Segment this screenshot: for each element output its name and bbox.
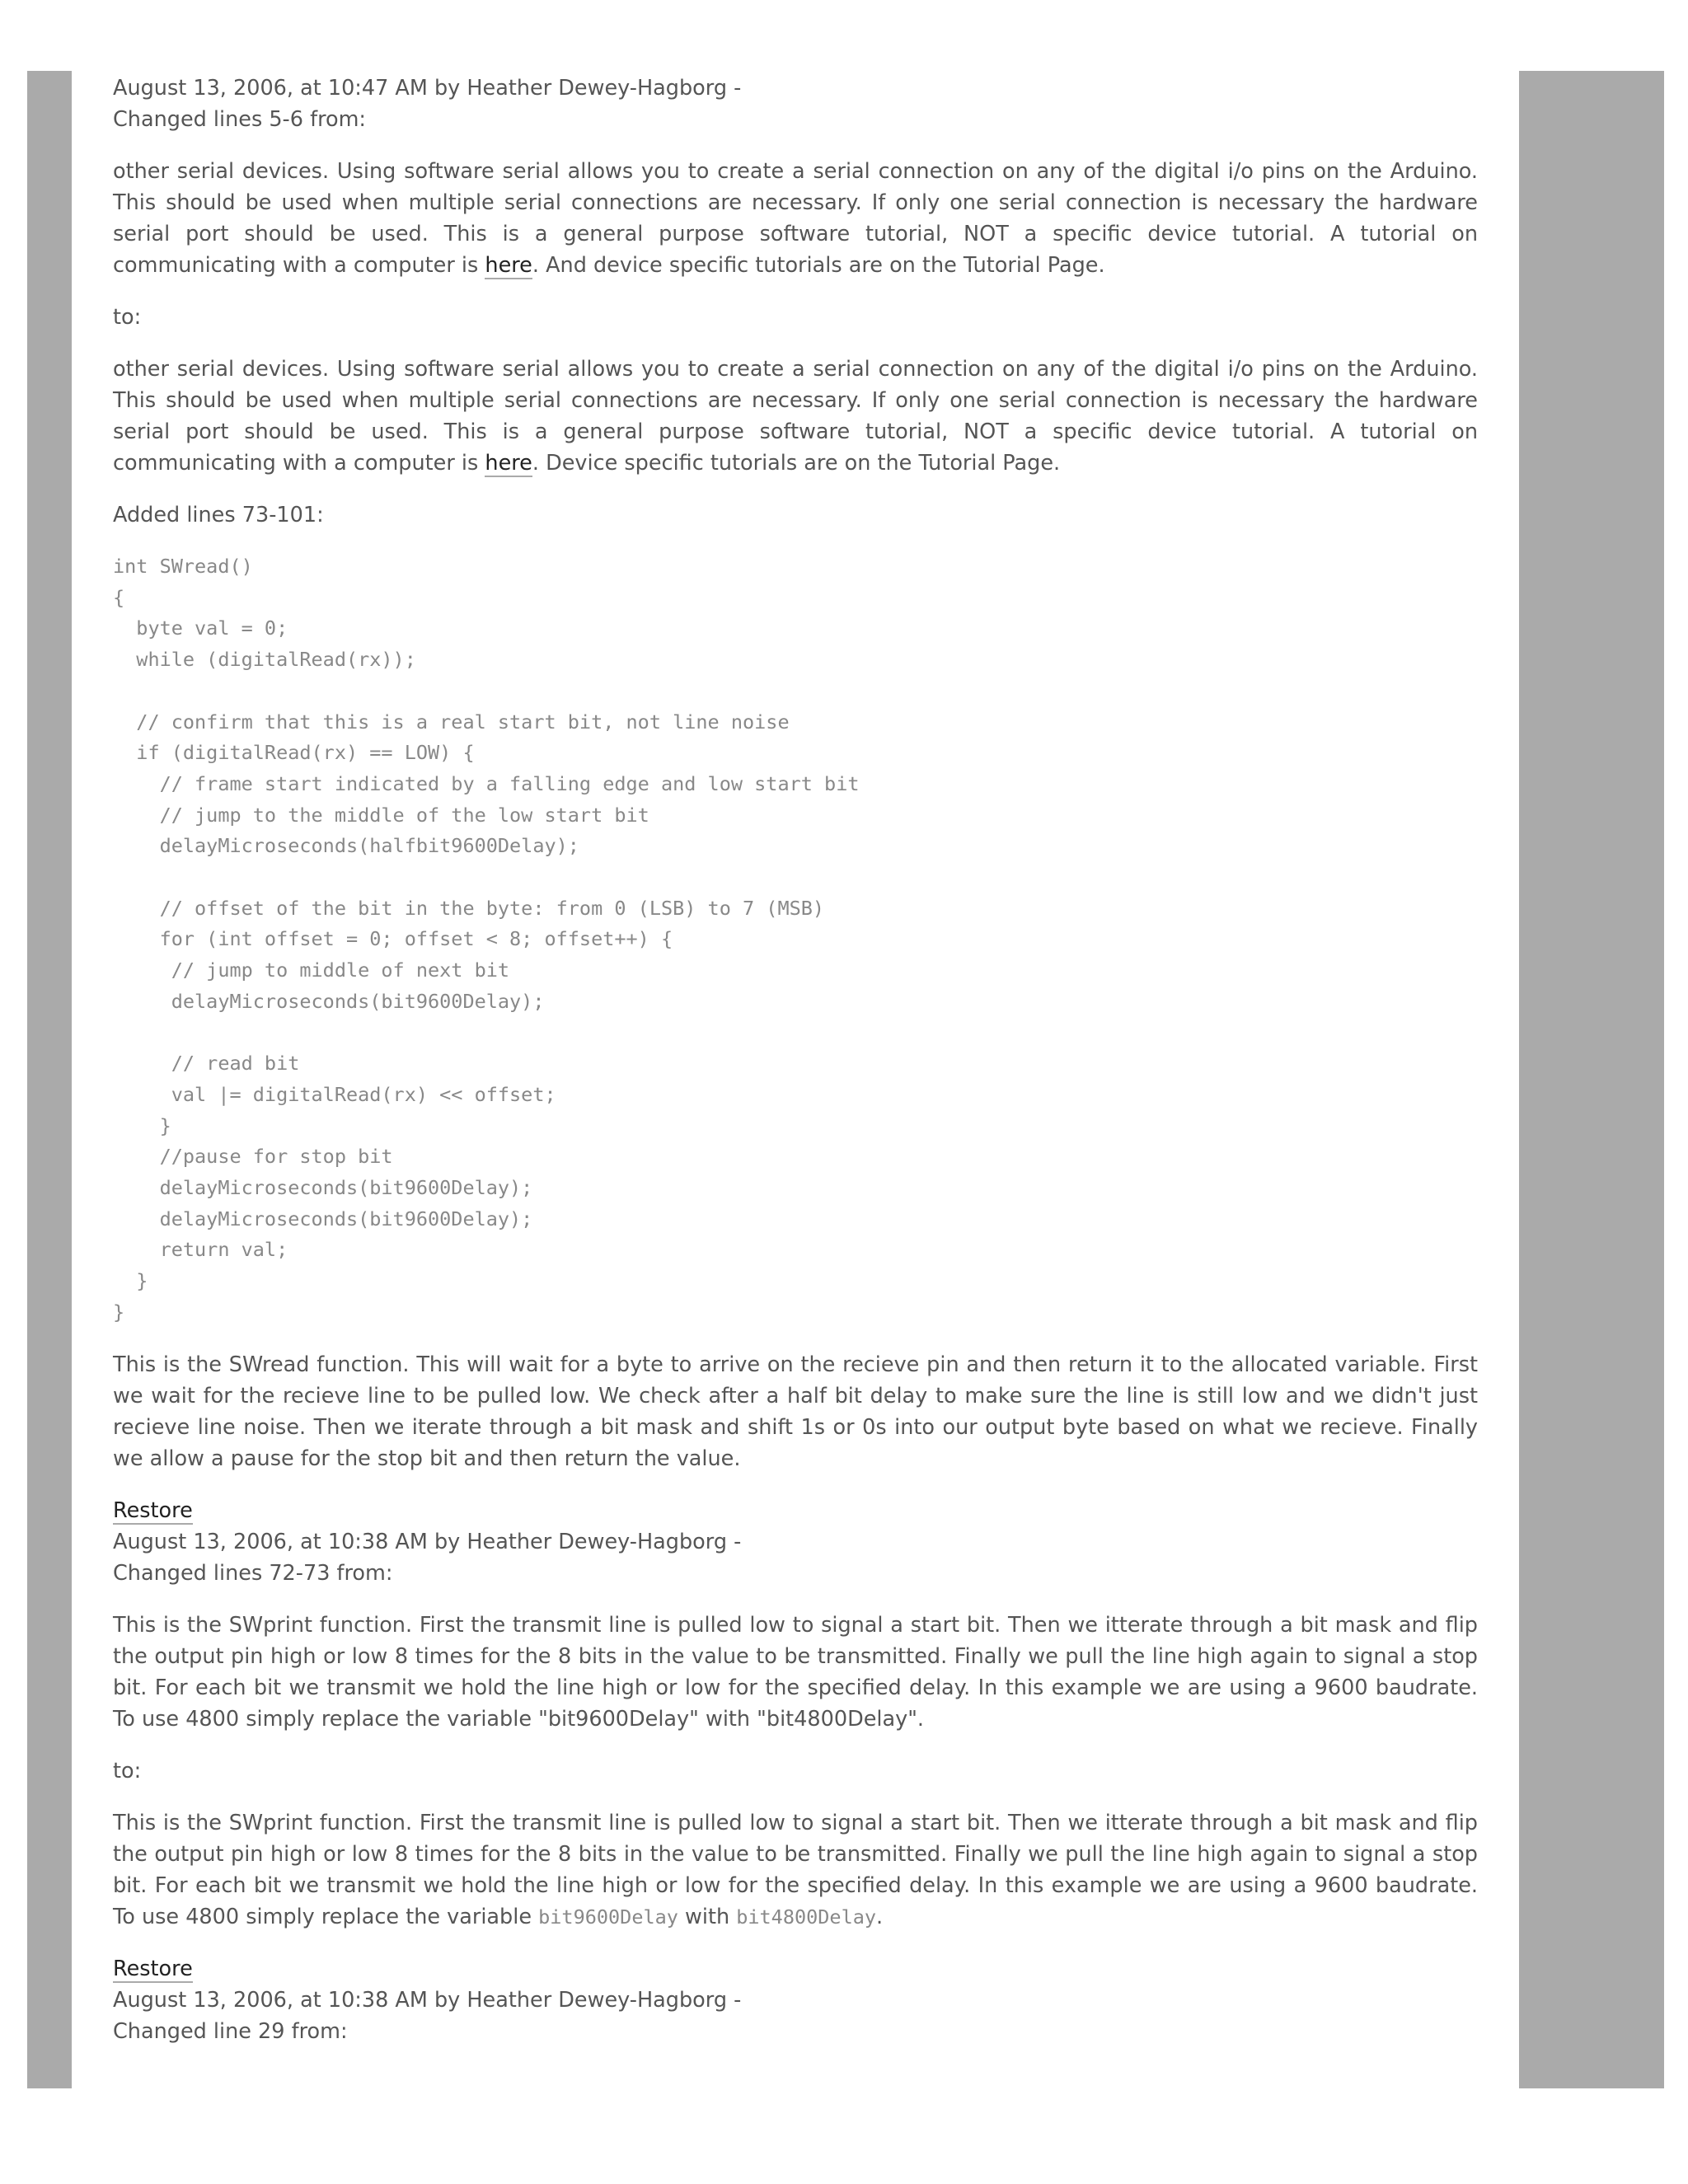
here-link[interactable]: here bbox=[485, 451, 532, 476]
new-text: other serial devices. Using software serial allows you to create a serial connection on any of the digital i/o pins on the Arduino. This should be used when multiple serial connections are necessary. If only one serial connection is necessary the hardware serial port should be used. This is a general purpose software tutorial, NOT a specific device tutorial. A tutorial on communicating with a computer is here. Device specific tutorials are on the Tutorial Page. bbox=[113, 357, 1478, 476]
to-label: to: bbox=[113, 1758, 142, 1783]
inline-code: bit9600Delay bbox=[538, 1905, 678, 1929]
change-description: Changed lines 5-6 from: bbox=[113, 107, 367, 132]
explanation-text: This is the SWread function. This will wait for a byte to arrive on the recieve pin and then return it to the allocated variable. First we wait for the recieve line to be pulled low. We check after a half bit delay to make sure the line is still low and we didn't just recieve line noise. Then we iterate through a bit mask and shift 1s or 0s into our output byte based on what we recieve. Finally we allow a pause for the stop bit and then return the value. bbox=[113, 1352, 1478, 1471]
change-description: Changed lines 72-73 from: bbox=[113, 1560, 393, 1586]
revision-history bbox=[113, 73, 1478, 2047]
right-gray-border bbox=[1519, 71, 1664, 2088]
old-text: This is the SWprint function. First the transmit line is pulled low to signal a start bit. Then we itterate through a bit mask and flip the output pin high or low 8 times for the 8 bits in the value to be transmitted. Finally we pull the line high again to signal a stop bit. For each bit we transmit we hold the line high or low for the specified delay. In this example we are using a 9600 baudrate. To use 4800 simply replace the variable "bit9600Delay" with "bit4800Delay". bbox=[113, 1612, 1478, 1732]
code-block: int SWread() { byte val = 0; while (digitalRead(rx)); // confirm that this is a real start bit, not line noise if (digitalRead(rx) == LOW) { // frame start indicated by a falling edge and low start bit // jump to the middle of the low start bit delayMicroseconds(halfbit9600Delay); // offset of the bit in the byte: from 0 (LSB) to 7 (MSB) for (int offset = 0; offset < 8; offset++) { // jump to middle of next bit delayMicroseconds(bit9600Delay); // read bit val |= digitalRead(rx) << offset; } //pause for stop bit delayMicroseconds(bit9600Delay); delayMicroseconds(bit9600Delay); return val; } } bbox=[113, 555, 860, 1324]
revision-header: August 13, 2006, at 10:47 AM by Heather Dewey-Hagborg - bbox=[113, 76, 742, 101]
revision-entry bbox=[113, 1953, 1478, 2047]
here-link[interactable]: here bbox=[485, 253, 532, 278]
old-text: other serial devices. Using software serial allows you to create a serial connection on any of the digital i/o pins on the Arduino. This should be used when multiple serial connections are necessary. If only one serial connection is necessary the hardware serial port should be used. This is a general purpose software tutorial, NOT a specific device tutorial. A tutorial on communicating with a computer is here. And device specific tutorials are on the Tutorial Page. bbox=[113, 159, 1478, 278]
restore-link[interactable]: Restore bbox=[113, 1956, 193, 1981]
added-lines-label: Added lines 73-101: bbox=[113, 503, 324, 527]
change-description: Changed line 29 from: bbox=[113, 2018, 348, 2044]
revision-entry bbox=[113, 73, 1478, 1495]
revision-entry bbox=[113, 1495, 1478, 1953]
left-gray-border bbox=[27, 71, 72, 2088]
revision-header: August 13, 2006, at 10:38 AM by Heather Dewey-Hagborg - bbox=[113, 1987, 742, 2013]
revision-header: August 13, 2006, at 10:38 AM by Heather Dewey-Hagborg - bbox=[113, 1529, 742, 1554]
restore-link[interactable]: Restore bbox=[113, 1497, 193, 1523]
new-text: This is the SWprint function. First the transmit line is pulled low to signal a start bit. Then we itterate through a bit mask and flip the output pin high or low 8 times for the 8 bits in the value to be transmitted. Finally we pull the line high again to signal a stop bit. For each bit we transmit we hold the line high or low for the specified delay. In this example we are using a 9600 baudrate. To use 4800 simply replace the variable bit9600Delay with bit4800Delay. bbox=[113, 1810, 1478, 1929]
to-label: to: bbox=[113, 305, 142, 330]
inline-code: bit4800Delay bbox=[736, 1905, 877, 1929]
